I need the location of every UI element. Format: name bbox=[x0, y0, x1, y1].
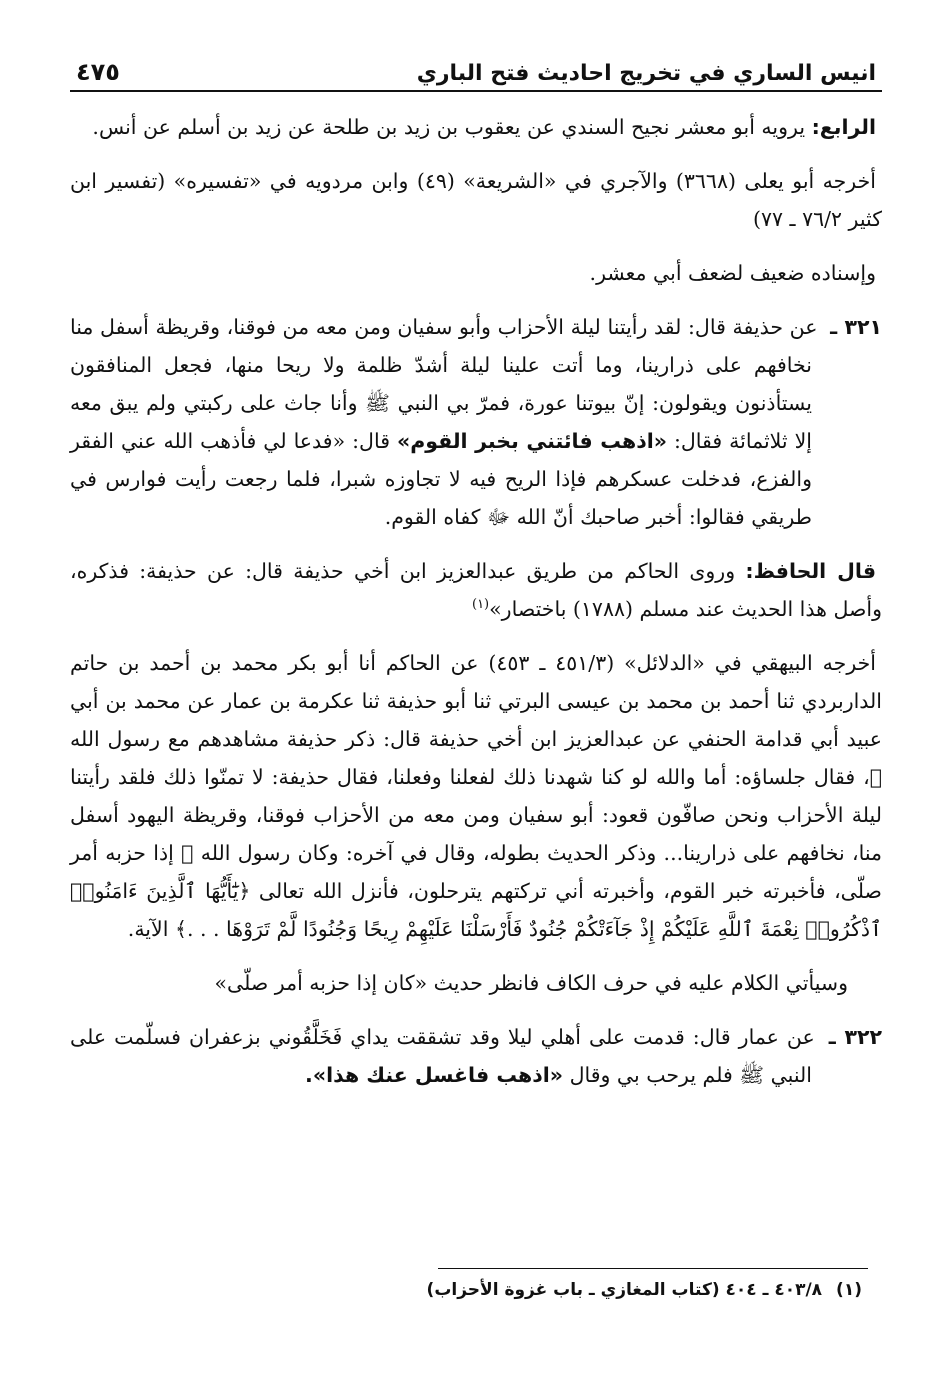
quran-verse: ﴿يَٰٓأَيُّهَا ٱلَّذِينَ ءَامَنُوا۟ ٱذْكُرُوا۟ نِعْمَةَ ٱللَّهِ عَلَيْكُمْ إِذْ جَآءَتْكُمْ جُنُودٌ فَأَرْسَلْنَا عَلَيْهِمْ رِيحًا وَجُنُودًا لَّمْ تَرَوْهَا . . .﴾ bbox=[70, 879, 882, 941]
paragraph-takhrij bbox=[70, 162, 882, 238]
hadith-text: قال: bbox=[352, 429, 390, 453]
hadith-quote: «اذهب فائتني بخبر القوم» bbox=[396, 429, 667, 453]
paragraph-bayhaqi bbox=[70, 644, 882, 948]
paragraph-text: يرويه أبو معشر نجيح السندي عن يعقوب بن زيد بن طلحة عن زيد بن أسلم عن أنس. bbox=[92, 115, 806, 139]
paragraph-label: الرابع: bbox=[811, 115, 876, 139]
hadith-number: ٣٢٢ ـ bbox=[828, 1025, 882, 1049]
footnote bbox=[427, 1280, 862, 1300]
footnote-text: ٤٠٣/٨ ـ ٤٠٤ (كتاب المغازي ـ باب غزوة الأحزاب) bbox=[426, 1280, 823, 1300]
footnote-ref: (١) bbox=[471, 597, 490, 613]
paragraph-rabi bbox=[70, 108, 882, 146]
paragraph-text: وروى الحاكم من طريق عبدالعزيز ابن أخي حذيفة قال: عن حذيفة: فذكره، وأصل هذا الحديث عند مسلم (١٧٨٨) باختصار» bbox=[70, 559, 882, 621]
hadith-text: عن عمار قال: قدمت على أهلي ليلا وقد تشققت يداي فَخَلَّقُوني بزعفران فسلّمت على النبي ﷺ فلم يرحب بي وقال bbox=[70, 1025, 815, 1087]
paragraph-text: الآية. bbox=[127, 917, 169, 941]
paragraph-text: وإسناده ضعيف لضعف أبي معشر. bbox=[589, 261, 876, 285]
paragraph-isnad bbox=[70, 254, 882, 292]
hadith-text: عن حذيفة قال: لقد رأيتنا ليلة الأحزاب وأبو سفيان ومن معه من فوقنا، وقريظة أسفل منا نخافهم على ذرارينا، وما أتت علينا ليلة أشدّ ظلمة ولا ريحا منها، فجعل المنافقون يستأذنون ويقولون: إنّ بيوتنا عورة، فمرّ بي النبي ﷺ وأنا جاث على ركبتي ولم يبق معه إلا ثلاثمائة فقال: bbox=[70, 315, 818, 453]
page-number: ٤٧٥ bbox=[76, 58, 120, 86]
footnote-divider bbox=[438, 1268, 868, 1269]
running-title: انيس الساري في تخريج احاديث فتح الباري bbox=[416, 61, 876, 86]
book-page bbox=[70, 40, 882, 1110]
paragraph-hafiz bbox=[70, 552, 882, 628]
paragraph-text: وسيأتي الكلام عليه في حرف الكاف فانظر حديث «كان إذا حزبه أمر صلّى» bbox=[214, 971, 848, 995]
paragraph-text: أخرجه البيهقي في «الدلائل» (٤٥١/٣ ـ ٤٥٣) عن الحاكم أنا أبو بكر محمد بن أحمد بن حاتم الداربردي ثنا أحمد بن محمد بن عيسى البرتي ثنا أبو حذيفة ثنا عكرمة بن عمار عن محمد بن أبي عبيد أبي قدامة الحنفي عن عبدالعزيز ابن أخي حذيفة قال: ذكر حذيفة مشاهدهم مع رسول الله ﷺ، فقال جلساؤه: أما والله لو كنا شهدنا ذلك لفعلنا وفعلنا، فقال حذيفة: لا تمنّوا ذلك فلقد رأيتنا ليلة الأحزاب ونحن صافّون قعود: أبو سفيان ومن معه من الأحزاب فوقنا، وقريظة اليهود أسفل منا، نخافهم على ذرارينا... وذكر الحديث بطوله، وقال في آخره: وكان رسول الله ﷺ إذا حزبه أمر صلّى، فأخبرته خبر القوم، وأخبرته أني تركتهم يترحلون، فأنزل الله تعالى bbox=[70, 651, 882, 903]
hadith-quote: «اذهب فاغسل عنك هذا». bbox=[305, 1063, 564, 1087]
hadith-322 bbox=[70, 1018, 882, 1094]
hadith-321 bbox=[70, 308, 882, 536]
paragraph-sayati bbox=[70, 964, 882, 1002]
page-header bbox=[70, 40, 882, 92]
page-body bbox=[70, 108, 882, 1094]
hadith-number: ٣٢١ ـ bbox=[830, 315, 882, 339]
footnote-marker: (١) bbox=[836, 1280, 862, 1300]
paragraph-text: أخرجه أبو يعلى (٣٦٦٨) والآجري في «الشريعة» (٤٩) وابن مردويه في «تفسيره» (تفسير ابن كثير ٧٦/٢ ـ ٧٧) bbox=[70, 169, 882, 231]
paragraph-label: قال الحافظ: bbox=[745, 559, 876, 583]
hadith-text: «فدعا لي فأذهب الله عني الفقر والفزع، فدخلت عسكرهم فإذا الريح فيه لا تجاوزه شبرا، فلما رجعت رأيت فوارس في طريقي فقالوا: أخبر صاحبك أنّ الله ﷻ كفاه القوم. bbox=[70, 429, 812, 529]
